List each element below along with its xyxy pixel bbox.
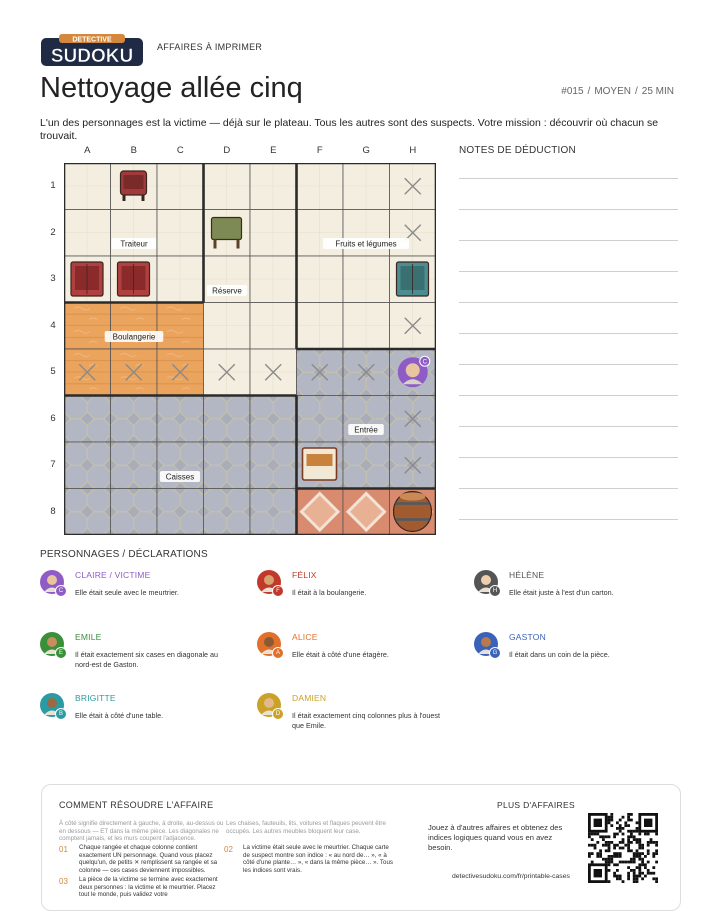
page-title: Nettoyage allée cinq xyxy=(40,72,303,104)
board-cell[interactable] xyxy=(297,256,344,303)
notes-title: NOTES DE DÉDUCTION xyxy=(459,145,576,156)
board-cell[interactable] xyxy=(64,396,111,443)
row-label: 4 xyxy=(50,319,56,331)
more-cases-text: Jouez à d'autres affaires et obtenez des indices logiques quand vous en avez besoin. xyxy=(428,823,563,852)
character-name: CLAIRE / VICTIME xyxy=(75,570,151,580)
column-label: C xyxy=(176,145,184,156)
character-name: EMILE xyxy=(75,632,102,642)
duration: 25 MIN xyxy=(641,86,674,97)
row-label: 7 xyxy=(50,459,56,471)
row-label: 5 xyxy=(50,366,56,378)
character-name: ALICE xyxy=(292,632,318,642)
board-cell[interactable] xyxy=(250,210,297,257)
board-cell[interactable] xyxy=(157,163,204,210)
character-initial: H xyxy=(489,585,501,597)
character-initial: E xyxy=(55,647,67,659)
board-cell[interactable] xyxy=(250,489,297,536)
more-cases-title: PLUS D'AFFAIRES xyxy=(497,800,575,810)
column-label: A xyxy=(84,145,91,156)
character-initial: G xyxy=(489,647,501,659)
how-intro-right: Les chaises, fauteuils, lits, voitures et flaques peuvent être occupés. Les autres meubles bloquent leur case. xyxy=(226,820,386,835)
rule-text: La pièce de la victime se termine avec exactement deux personnes : la victime et le meurtrier. Placez tout le monde, puis validez votre xyxy=(79,876,218,899)
rule-number: 01 xyxy=(59,845,68,854)
note-line[interactable] xyxy=(459,240,678,241)
board-cell[interactable] xyxy=(204,489,251,536)
barrel-icon xyxy=(394,492,432,532)
svg-text:Caisses: Caisses xyxy=(165,472,195,482)
board-cell[interactable] xyxy=(204,303,251,350)
board-cell[interactable] xyxy=(157,489,204,536)
room-label xyxy=(160,471,200,482)
board-cell[interactable] xyxy=(111,489,158,536)
character-avatar xyxy=(40,570,64,594)
row-label: 8 xyxy=(50,505,56,517)
character-name: FÉLIX xyxy=(292,570,317,580)
logo-top-text: DETECTIVE xyxy=(72,36,112,44)
character-statement: Elle était seule avec le meurtrier. xyxy=(75,588,179,597)
board-cell[interactable] xyxy=(64,442,111,489)
row-label: 3 xyxy=(50,273,56,285)
character-initial: D xyxy=(272,708,284,720)
board-cell[interactable] xyxy=(111,303,158,350)
qr-code[interactable] xyxy=(588,813,658,883)
board-cell[interactable] xyxy=(343,210,390,257)
character-name: DAMIEN xyxy=(292,693,327,703)
character-initial: C xyxy=(55,585,67,597)
rule-number: 02 xyxy=(224,845,233,854)
note-line[interactable] xyxy=(459,209,678,210)
board-cell[interactable] xyxy=(250,442,297,489)
character-avatar xyxy=(257,570,281,594)
svg-text:Traiteur: Traiteur xyxy=(120,239,148,249)
board-cell[interactable] xyxy=(64,303,111,350)
board-cell[interactable] xyxy=(343,442,390,489)
shelf-icon xyxy=(118,262,150,296)
board-cell[interactable] xyxy=(64,210,111,257)
how-title: COMMENT RÉSOUDRE L'AFFAIRE xyxy=(59,800,214,810)
note-line[interactable] xyxy=(459,395,678,396)
svg-text:Boulangerie: Boulangerie xyxy=(112,332,156,342)
character-avatar xyxy=(474,570,498,594)
more-cases-url[interactable]: detectivesudoku.com/fr/printable-cases xyxy=(452,873,570,880)
svg-text:Réserve: Réserve xyxy=(212,286,242,296)
rule-text: La victime était seule avec le meurtrier. Chaque carte de suspect montre son indice : « au nord de… », « à côté d'une plante… », « dans la même pièce… ». Tous les indices sont vrais. xyxy=(243,844,393,874)
board-cell[interactable] xyxy=(343,256,390,303)
character-name: HÉLÈNE xyxy=(509,570,545,580)
board-cell[interactable] xyxy=(64,163,111,210)
note-line[interactable] xyxy=(459,302,678,303)
character-statement: Elle était juste à l'est d'un carton. xyxy=(509,588,614,597)
logo[interactable] xyxy=(41,34,143,68)
room-label xyxy=(207,285,247,296)
character-statement: Il était dans un coin de la pièce. xyxy=(509,650,610,659)
character-statement: Il était à la boulangerie. xyxy=(292,588,367,597)
case-number: #015 xyxy=(561,86,584,97)
board-cell[interactable] xyxy=(297,163,344,210)
box-icon xyxy=(303,448,337,480)
column-label: E xyxy=(270,145,277,156)
characters-title: PERSONNAGES / DÉCLARATIONS xyxy=(40,549,208,560)
svg-text:Fruits et légumes: Fruits et légumes xyxy=(335,239,397,249)
row-label: 6 xyxy=(50,412,56,424)
character-initial: B xyxy=(55,708,67,720)
note-line[interactable] xyxy=(459,519,678,520)
board-cell[interactable] xyxy=(157,396,204,443)
board-cell[interactable] xyxy=(297,210,344,257)
character-avatar xyxy=(40,693,64,717)
shelf-icon xyxy=(397,262,429,296)
note-line[interactable] xyxy=(459,271,678,272)
board-cell[interactable] xyxy=(343,396,390,443)
room-label xyxy=(348,424,384,435)
column-label: F xyxy=(316,145,323,156)
rule-number: 03 xyxy=(59,877,68,886)
game-board[interactable] xyxy=(64,163,436,535)
character-statement: Elle était à côté d'une table. xyxy=(75,711,164,720)
character-initial: A xyxy=(272,647,284,659)
character-name: BRIGITTE xyxy=(75,693,116,703)
column-label: D xyxy=(223,145,231,156)
column-label: G xyxy=(362,145,370,156)
character-avatar xyxy=(257,693,281,717)
board-cell[interactable] xyxy=(157,303,204,350)
board-cell[interactable] xyxy=(111,210,158,257)
shelf-icon xyxy=(71,262,103,296)
intro-text: L'un des personnages est la victime — déjà sur le plateau. Tous les autres sont des suspects. Votre mission : découvrir où chacun se trouvait. xyxy=(40,117,659,142)
how-intro-left: À côté signifie directement à gauche, à droite, au-dessus ou en dessous — ET dans la même pièce. Les diagonales ne comptent jamais, et les murs coupent l'adjacence. xyxy=(59,820,224,843)
board-cell[interactable] xyxy=(297,303,344,350)
board-cell[interactable] xyxy=(111,396,158,443)
board-cell[interactable] xyxy=(250,256,297,303)
note-line[interactable] xyxy=(459,333,678,334)
note-line[interactable] xyxy=(459,457,678,458)
board-cell[interactable] xyxy=(343,163,390,210)
board-cell[interactable] xyxy=(157,210,204,257)
row-label: 1 xyxy=(50,180,56,192)
print-cases-link[interactable]: AFFAIRES À IMPRIMER xyxy=(157,42,263,52)
column-label: B xyxy=(130,145,137,156)
board-cell[interactable] xyxy=(250,396,297,443)
note-line[interactable] xyxy=(459,488,678,489)
character-statement: Elle était à côté d'une étagère. xyxy=(292,650,389,659)
room-label xyxy=(105,331,164,342)
board-cell[interactable] xyxy=(297,396,344,443)
board-cell[interactable] xyxy=(343,303,390,350)
room-label xyxy=(323,238,409,249)
rule-text: Chaque rangée et chaque colonne contient exactement UN personnage. Quand vous placez quelqu'un, de petits ✕ remplissent sa rangée et sa colonne — ces cases deviennent impossibles. xyxy=(79,844,218,874)
column-label: H xyxy=(409,145,417,156)
board-cell[interactable] xyxy=(64,489,111,536)
board-cell[interactable] xyxy=(343,489,390,536)
case-meta: #015 / MOYEN / 25 MIN xyxy=(561,86,674,97)
character-statement: Il était exactement cinq colonnes plus à l'ouest que Emile. xyxy=(292,711,441,730)
how-to-panel xyxy=(41,784,681,911)
character-statement: Il était exactement six cases en diagonale au nord-est de Gaston. xyxy=(75,650,219,669)
room-label xyxy=(112,238,157,249)
character-avatar xyxy=(474,632,498,656)
note-line[interactable] xyxy=(459,364,678,365)
placed-character-initial: C xyxy=(422,359,427,366)
difficulty: MOYEN xyxy=(594,86,631,97)
board-cell[interactable] xyxy=(204,442,251,489)
board-cell[interactable] xyxy=(297,489,344,536)
note-line[interactable] xyxy=(459,178,678,179)
board-cell[interactable] xyxy=(111,442,158,489)
note-line[interactable] xyxy=(459,426,678,427)
character-initial: F xyxy=(272,585,284,597)
character-avatar xyxy=(40,632,64,656)
character-avatar xyxy=(257,632,281,656)
board-cell[interactable] xyxy=(157,256,204,303)
board-cell[interactable] xyxy=(250,303,297,350)
board-cell[interactable] xyxy=(204,163,251,210)
board-cell[interactable] xyxy=(204,396,251,443)
character-name: GASTON xyxy=(509,632,546,642)
logo-main-text: SUDOKU xyxy=(50,46,134,67)
board-cell[interactable] xyxy=(250,163,297,210)
svg-text:Entrée: Entrée xyxy=(354,425,378,435)
row-label: 2 xyxy=(50,226,56,238)
